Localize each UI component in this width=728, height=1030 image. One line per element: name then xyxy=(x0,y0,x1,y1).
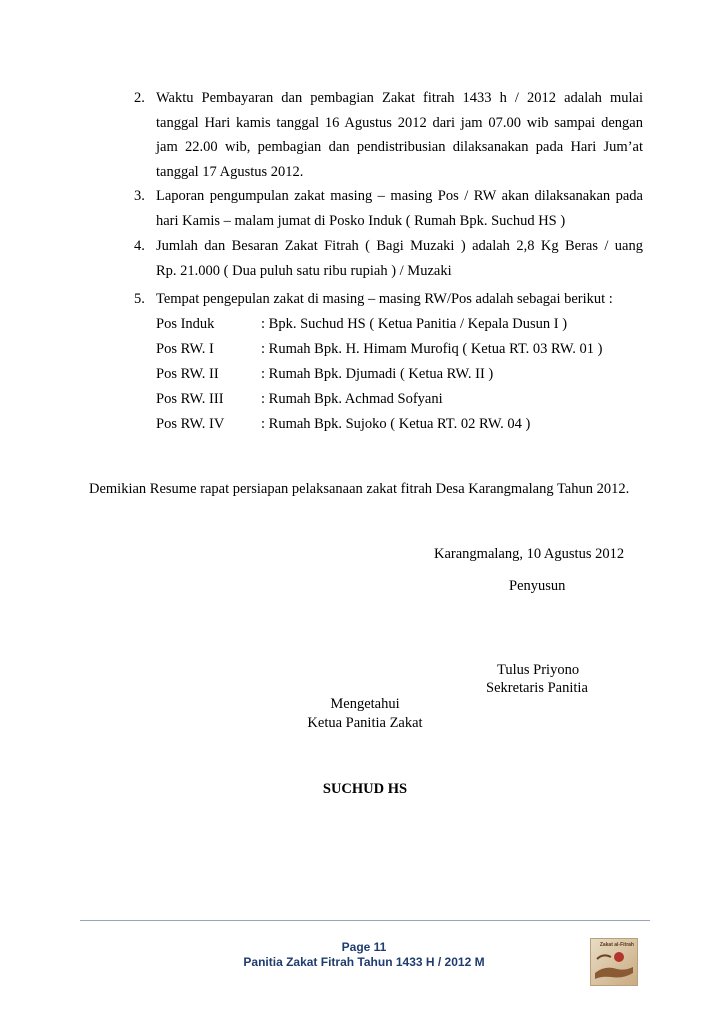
closing-paragraph: Demikian Resume rapat persiapan pelaksanaan zakat fitrah Desa Karangmalang Tahun 2012. xyxy=(89,481,630,497)
zakat-logo xyxy=(590,938,638,986)
list-item-text-end xyxy=(156,209,643,234)
acknowledged-block xyxy=(240,695,490,733)
list-item-text-end xyxy=(156,160,643,185)
pos-row-rw1 xyxy=(156,337,602,362)
list-item-text xyxy=(156,234,643,259)
pos-row-rw4 xyxy=(156,412,530,437)
list-item-2 xyxy=(134,86,643,184)
footer-title: Panitia Zakat Fitrah Tahun 1433 H / 2012 M xyxy=(243,955,485,969)
pos-row-rw2 xyxy=(156,362,493,387)
text-line: Rp. 21.000 ( Dua puluh satu ribu rupiah ) / Muzaki xyxy=(156,262,452,279)
pos-label: Pos RW. I xyxy=(156,341,214,357)
list-item-5 xyxy=(134,287,643,312)
text-line: tanggal 17 Agustus 2012. xyxy=(156,163,304,180)
list-item-text xyxy=(156,287,643,312)
pos-label: Pos RW. IV xyxy=(156,416,225,432)
acknowledged-label: Mengetahui xyxy=(330,696,400,712)
pos-row-induk xyxy=(156,312,567,337)
secretary-title: Sekretaris Panitia xyxy=(486,680,588,696)
pos-value: : Rumah Bpk. H. Himam Murofiq ( Ketua RT. 03 RW. 01 ) xyxy=(261,341,603,357)
role-label: Penyusun xyxy=(509,578,566,594)
chair-name: SUCHUD HS xyxy=(322,781,408,797)
secretary-name: Tulus Priyono xyxy=(497,662,580,678)
footer-page-label: Page 11 xyxy=(341,940,387,954)
chair-title: Ketua Panitia Zakat xyxy=(307,715,423,731)
list-item-number: 4. xyxy=(134,238,145,254)
pos-value: : Rumah Bpk. Sujoko ( Ketua RT. 02 RW. 04 ) xyxy=(261,416,531,432)
list-item-3 xyxy=(134,184,643,233)
list-item-number: 5. xyxy=(134,291,145,307)
text-line: Jumlah dan Besaran Zakat Fitrah ( Bagi Muzaki ) adalah 2,8 Kg Beras / uang xyxy=(156,238,643,254)
text-line: Tempat pengepulan zakat di masing – masing RW/Pos adalah sebagai berikut : xyxy=(156,291,613,307)
pos-label: Pos Induk xyxy=(156,316,215,332)
list-item-text xyxy=(156,184,643,209)
list-item-4 xyxy=(134,234,643,283)
pos-value: : Rumah Bpk. Achmad Sofyani xyxy=(261,391,443,407)
text-line: Waktu Pembayaran dan pembagian Zakat fitrah 1433 h / 2012 adalah mulai xyxy=(156,90,643,106)
text-line: hari Kamis – malam jumat di Posko Induk ( Rumah Bpk. Suchud HS ) xyxy=(156,212,566,229)
pos-value: : Rumah Bpk. Djumadi ( Ketua RW. II ) xyxy=(261,366,494,382)
list-item-number: 3. xyxy=(134,188,145,204)
pos-label: Pos RW. III xyxy=(156,391,224,407)
pos-row-rw3 xyxy=(156,387,443,412)
footer-divider xyxy=(80,920,650,921)
text-line: tanggal Hari kamis tanggal 16 Agustus 2012 dari jam 07.00 wib sampai dengan xyxy=(156,114,643,131)
list-item-text xyxy=(156,86,643,160)
pos-label: Pos RW. II xyxy=(156,366,219,382)
list-item-number: 2. xyxy=(134,90,145,106)
list-item-text-end xyxy=(156,259,643,284)
text-line: Laporan pengumpulan zakat masing – masing Pos / RW akan dilaksanakan pada xyxy=(156,188,643,204)
place-date: Karangmalang, 10 Agustus 2012 xyxy=(434,546,625,562)
pos-value: : Bpk. Suchud HS ( Ketua Panitia / Kepala Dusun I ) xyxy=(261,316,568,332)
text-line: jam 22.00 wib, pembagian dan pendistribusian dilaksanakan pada Hari Jum’at xyxy=(156,139,643,156)
logo-caption: Zakat al-Fitrah xyxy=(599,942,634,948)
